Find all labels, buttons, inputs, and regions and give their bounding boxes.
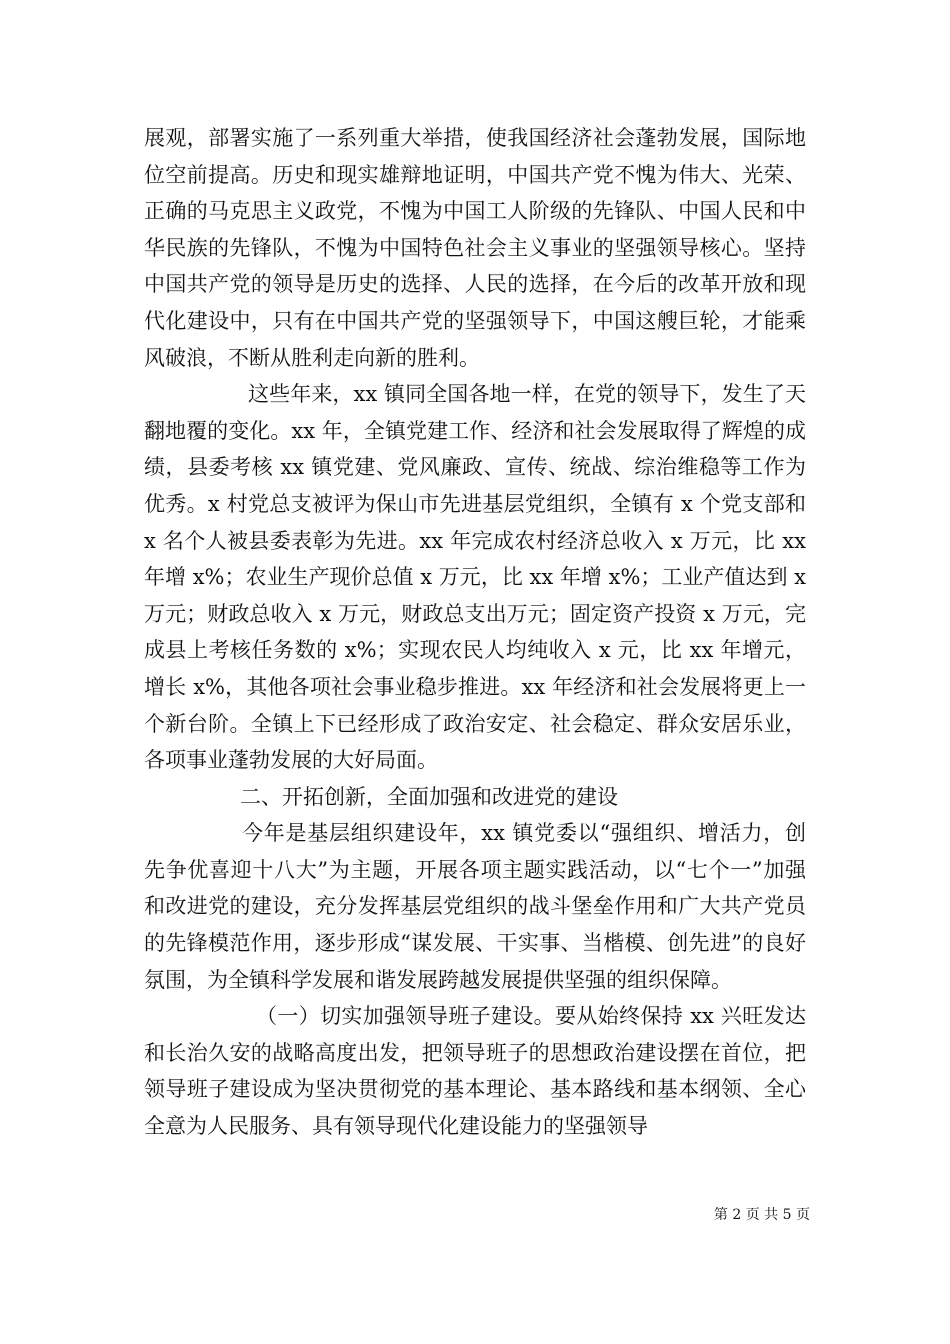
document-body [144, 120, 806, 1145]
section-heading: 二、开拓创新，全面加强和改进党的建设 [240, 784, 618, 809]
paragraph-continued: 展观，部署实施了一系列重大举措，使我国经济社会蓬勃发展，国际地位空前提高。历史和现实雄辩地证明，中国共产党不愧为伟大、光荣、正确的马克思主义政党，不愧为中国工人阶级的先锋队、中国人民和中华民族的先锋队，不愧为中国特色社会主义事业的坚强领导核心。坚持中国共产党的领导是历史的选择、人民的选择，在今后的改革开放和现代化建设中，只有在中国共产党的坚强领导下，中国这艘巨轮，才能乘风破浪，不断从胜利走向新的胜利。 [144, 126, 806, 370]
paragraph-town-achievements: 这些年来，xx 镇同全国各地一样，在党的领导下，发生了天翻地覆的变化。xx 年，全镇党建工作、经济和社会发展取得了辉煌的成绩，县委考核 xx 镇党建、党风廉政、宣传、统战、综治维稳等工作为优秀。x 村党总支被评为保山市先进基层党组织，全镇有 x 个党支部和 x 名个人被县委表彰为先进。xx 年完成农村经济总收入 x 万元，比 xx 年增 x%；农业生产现价总值 x 万元，比 xx 年增 x%；工业产值达到 x 万元；财政总收入 x 万元，财政总支出万元；固定资产投资 x 万元，完成县上考核任务数的 x%；实现农民人均纯收入 x 元，比 xx 年增元，增长 x%，其他各项社会事业稳步推进。xx 年经济和社会发展将更上一个新台阶。全镇上下已经形成了政治安定、社会稳定、群众安居乐业，各项事业蓬勃发展的大好局面。 [144, 382, 806, 773]
paragraph-organization-year: 今年是基层组织建设年，xx 镇党委以“强组织、增活力，创先争优喜迎十八大”为主题，开展各项主题实践活动，以“七个一”加强和改进党的建设，充分发挥基层党组织的战斗堡垒作用和广大共产党员的先锋模范作用，逐步形成“谋发展、干实事、当楷模、创先进”的良好氛围，为全镇科学发展和谐发展跨越发展提供坚强的组织保障。 [144, 821, 806, 992]
page-footer: 第 2 页 共 5 页 [713, 1207, 810, 1223]
paragraph-leadership-building: （一）切实加强领导班子建设。要从始终保持 xx 兴旺发达和长治久安的战略高度出发，把领导班子的思想政治建设摆在首位，把领导班子建设成为坚决贯彻党的基本理论、基本路线和基本纲领、全心全意为人民服务、具有领导现代化建设能力的坚强领导 [144, 1004, 806, 1139]
